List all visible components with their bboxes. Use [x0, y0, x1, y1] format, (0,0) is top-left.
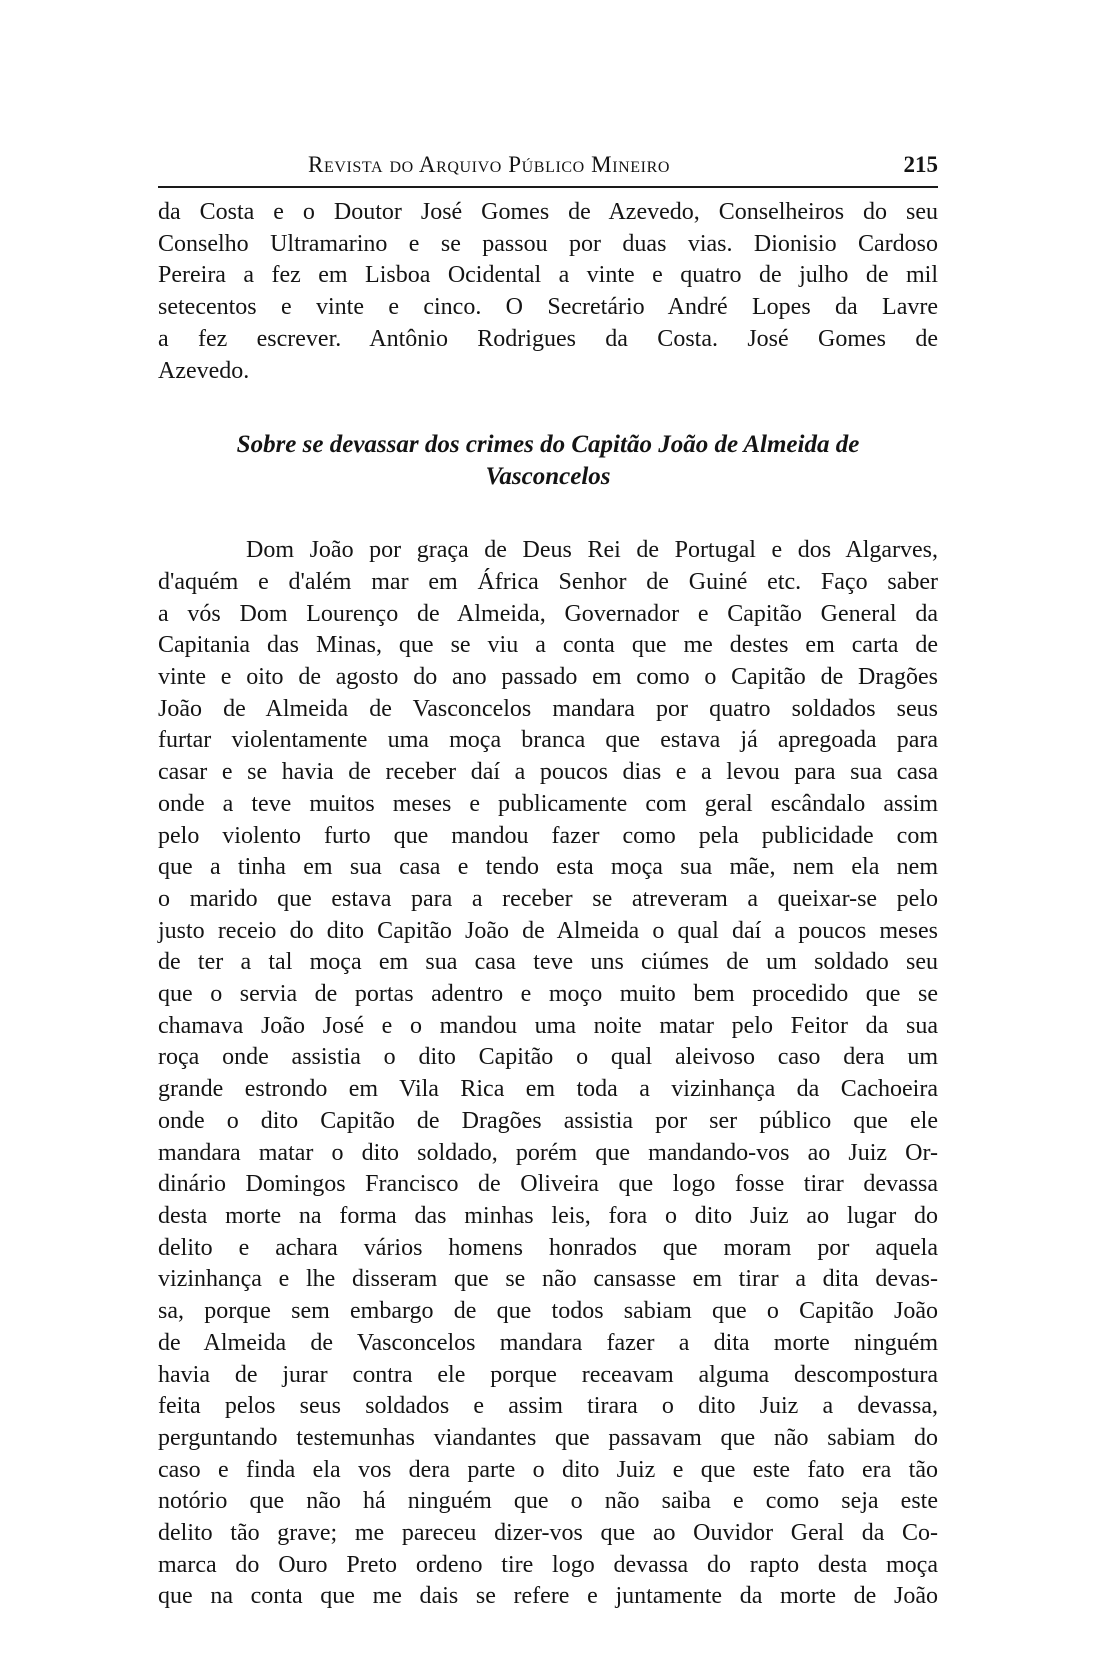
text-line: João de Almeida de Vasconcelos mandara por quatro soldados seus: [158, 695, 938, 722]
running-header: [158, 148, 938, 188]
text-line: que o servia de portas adentro e moço muito bem procedido que se: [158, 981, 938, 1008]
text-line: vizinhança e lhe disseram que se não cansasse em tirar a dita devas-: [158, 1266, 938, 1293]
text-line: Azevedo.: [158, 357, 250, 384]
text-line: que a tinha em sua casa e tendo esta moça sua mãe, nem ela nem: [158, 854, 938, 881]
text-line: o marido que estava para a receber se atreveram a queixar-se pelo: [158, 885, 938, 912]
text-line: dinário Domingos Francisco de Oliveira que logo fosse tirar devassa: [158, 1171, 938, 1198]
text-line: perguntando testemunhas viandantes que passavam que não sabiam do: [158, 1424, 938, 1451]
text-line: d'aquém e d'além mar em África Senhor de Guiné etc. Faço saber: [158, 568, 938, 595]
text-line: furtar violentamente uma moça branca que estava já apregoada para: [158, 727, 938, 754]
text-line: Pereira a fez em Lisboa Ocidental a vinte e quatro de julho de mil: [158, 262, 938, 289]
section-title-line-1: Sobre se devassar dos crimes do Capitão João de Almeida de: [236, 431, 860, 459]
text-line: onde o dito Capitão de Dragões assistia por ser público que ele: [158, 1107, 938, 1134]
text-line: de ter a tal moça em sua casa teve uns ciúmes de um soldado seu: [158, 949, 938, 976]
text-line: setecentos e vinte e cinco. O Secretário André Lopes da Lavre: [158, 294, 938, 321]
text-line: de Almeida de Vasconcelos mandara fazer a dita morte ninguém: [158, 1329, 938, 1356]
text-line: grande estrondo em Vila Rica em toda a vizinhança da Cachoeira: [158, 1076, 938, 1103]
text-line: notório que não há ninguém que o não saiba e como seja este: [158, 1488, 938, 1515]
body-paragraph: [158, 535, 938, 1613]
text-line: a fez escrever. Antônio Rodrigues da Costa. José Gomes de: [158, 325, 938, 352]
section-title: [158, 429, 938, 493]
text-line: onde a teve muitos meses e publicamente com geral escândalo assim: [158, 790, 938, 817]
text-line: pelo violento furto que mandou fazer como pela publicidade com: [158, 822, 938, 849]
section-title-line-2: Vasconcelos: [485, 463, 611, 491]
text-line: justo receio do dito Capitão João de Almeida o qual daí a poucos meses: [158, 917, 938, 944]
text-line: mandara matar o dito soldado, porém que mandando-vos ao Juiz Or-: [158, 1139, 938, 1166]
text-line: sa, porque sem embargo de que todos sabiam que o Capitão João: [158, 1298, 938, 1325]
header-rule: [158, 186, 938, 188]
text-line: desta morte na forma das minhas leis, fora o dito Juiz ao lugar do: [158, 1202, 938, 1229]
page-number: 215: [903, 152, 938, 177]
text-line: marca do Ouro Preto ordeno tire logo devassa do rapto desta moça: [158, 1551, 938, 1578]
text-line: delito e achara vários homens honrados que moram por aquela: [158, 1234, 938, 1261]
text-line: a vós Dom Lourenço de Almeida, Governador e Capitão General da: [158, 600, 938, 627]
text-line: caso e finda ela vos dera parte o dito Juiz e que este fato era tão: [158, 1456, 938, 1483]
text-line: delito tão grave; me pareceu dizer-vos que ao Ouvidor Geral da Co-: [158, 1520, 938, 1547]
text-line: Conselho Ultramarino e se passou por duas vias. Dionisio Cardoso: [158, 230, 938, 257]
text-line: havia de jurar contra ele porque receavam alguma descompostura: [158, 1361, 938, 1388]
text-line: da Costa e o Doutor José Gomes de Azevedo, Conselheiros do seu: [158, 199, 938, 225]
journal-title: Revista do Arquivo Público Mineiro: [308, 152, 671, 177]
text-line: Capitania das Minas, que se viu a conta que me destes em carta de: [158, 632, 938, 659]
text-line: feita pelos seus soldados e assim tirara o dito Juiz a devassa,: [158, 1393, 938, 1420]
intro-paragraph: [158, 197, 938, 387]
text-line: Dom João por graça de Deus Rei de Portugal e dos Algarves,: [246, 537, 938, 564]
text-line: vinte e oito de agosto do ano passado em como o Capitão de Dragões: [158, 664, 938, 691]
text-line: casar e se havia de receber daí a poucos dias e a levou para sua casa: [158, 759, 938, 786]
document-page: [158, 148, 938, 1613]
text-line: chamava João José e o mandou uma noite matar pelo Feitor da sua: [158, 1012, 938, 1039]
text-line: roça onde assistia o dito Capitão o qual aleivoso caso dera um: [158, 1044, 938, 1071]
text-line: que na conta que me dais se refere e juntamente da morte de João: [158, 1583, 938, 1610]
